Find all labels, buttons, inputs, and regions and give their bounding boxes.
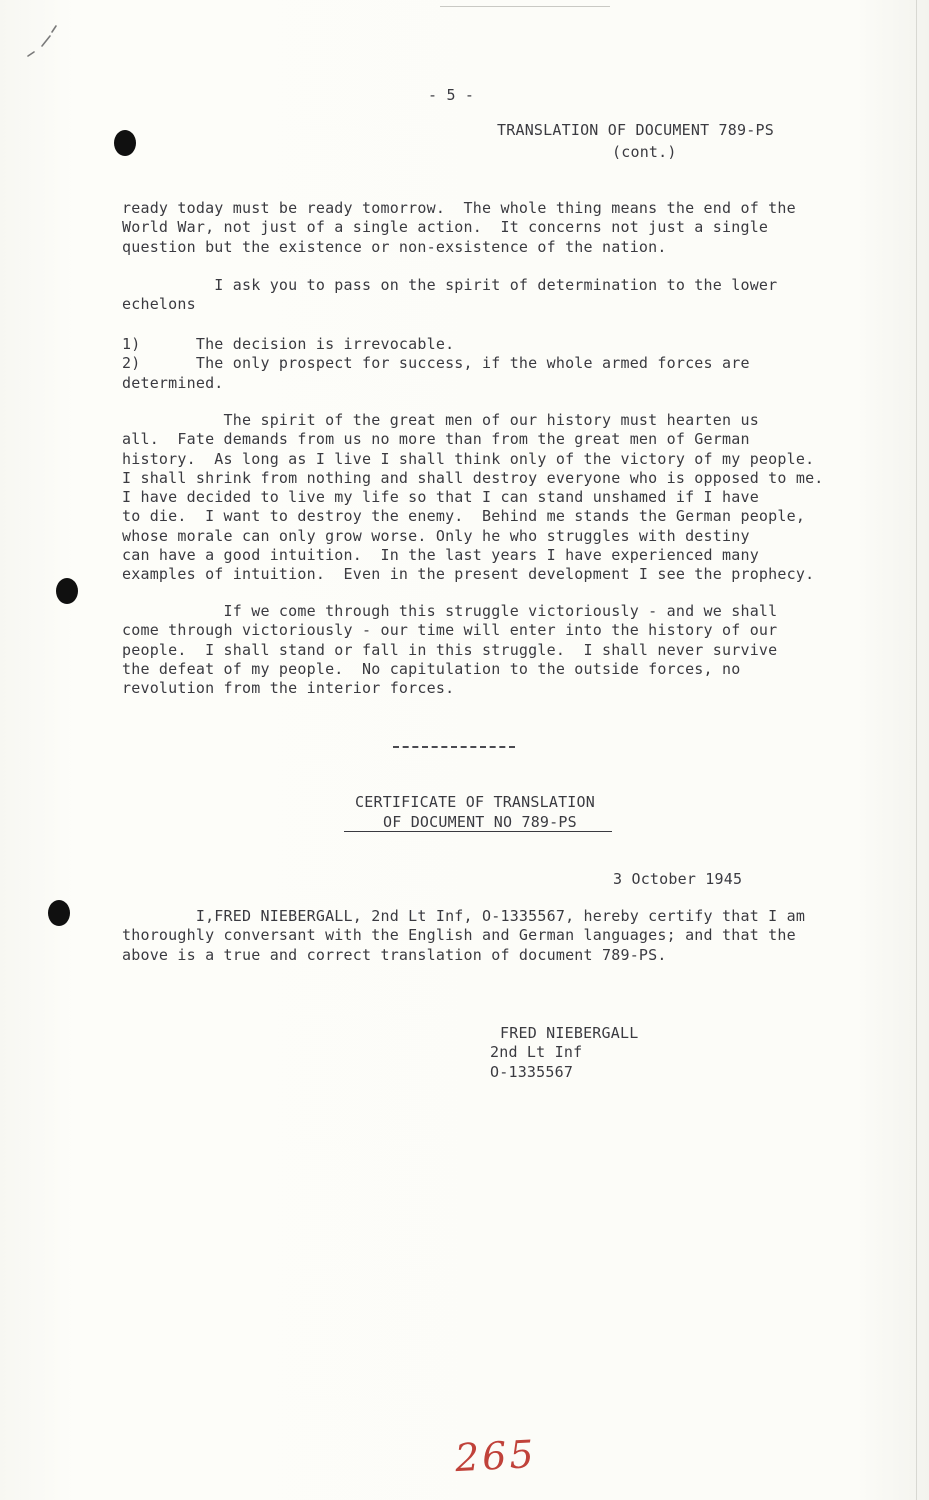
text-line: above is a true and correct translation of document 789-PS.: [122, 945, 667, 964]
paragraph-3: [122, 411, 824, 585]
list-item: 1) The decision is irrevocable.: [122, 335, 455, 353]
page-edge-line: [916, 0, 917, 1500]
section-separator: [393, 746, 515, 748]
list-item: 2) The only prospect for success, if the whole armed forces are: [122, 354, 750, 373]
text-line: echelons: [122, 295, 196, 314]
text-line: I,FRED NIEBERGALL, 2nd Lt Inf, O-1335567, hereby certify that I am: [122, 907, 806, 925]
list-item: determined.: [122, 373, 224, 392]
certificate-title: CERTIFICATE OF TRANSLATION: [355, 793, 595, 811]
text-line: ready today must be ready tomorrow. The whole thing means the end of the: [122, 199, 796, 217]
text-line: If we come through this struggle victoriously - and we shall: [122, 602, 778, 620]
signature-name: FRED NIEBERGALL: [500, 1024, 639, 1042]
text-line: history. As long as I live I shall think only of the victory of my people.: [122, 449, 815, 468]
text-line: examples of intuition. Even in the present development I see the prophecy.: [122, 565, 815, 584]
text-line: The spirit of the great men of our history must hearten us: [122, 411, 759, 429]
text-line: people. I shall stand or fall in this struggle. I shall never survive: [122, 640, 778, 659]
text-line: come through victoriously - our time will enter into the history of our: [122, 621, 778, 640]
page-number: - 5 -: [428, 86, 475, 104]
text-line: I ask you to pass on the spirit of determination to the lower: [122, 276, 778, 294]
signature-serial: O-1335567: [490, 1062, 574, 1081]
paragraph-4: [122, 602, 777, 698]
top-rule: [440, 6, 610, 7]
signature-rank: 2nd Lt Inf: [490, 1043, 583, 1062]
text-line: question but the existence or non-exsistence of the nation.: [122, 237, 667, 256]
corner-pencil-mark: [22, 22, 62, 60]
punch-hole-2: [56, 578, 78, 604]
certificate-date: 3 October 1945: [613, 870, 743, 888]
handwritten-page-number: 265: [453, 1431, 538, 1481]
document-continuation: (cont.): [612, 143, 677, 161]
certificate-underline: [344, 831, 612, 832]
text-line: can have a good intuition. In the last years I have experienced many: [122, 546, 759, 565]
text-line: whose morale can only grow worse. Only he who struggles with destiny: [122, 526, 750, 545]
text-line: all. Fate demands from us no more than from the great men of German: [122, 430, 750, 449]
text-line: I have decided to live my life so that I can stand unshamed if I have: [122, 488, 759, 507]
text-line: thoroughly conversant with the English and German languages; and that the: [122, 926, 796, 945]
text-line: I shall shrink from nothing and shall destroy everyone who is opposed to me.: [122, 468, 824, 487]
text-line: revolution from the interior forces.: [122, 679, 455, 698]
paragraph-2: [122, 276, 777, 315]
punch-hole-1: [114, 130, 136, 156]
certificate-subtitle: OF DOCUMENT NO 789-PS: [383, 813, 577, 831]
punch-hole-3: [48, 900, 70, 926]
certificate-body: [122, 907, 805, 965]
text-line: the defeat of my people. No capitulation to the outside forces, no: [122, 659, 741, 678]
text-line: to die. I want to destroy the enemy. Behind me stands the German people,: [122, 507, 806, 526]
document-title: TRANSLATION OF DOCUMENT 789-PS: [497, 121, 774, 139]
numbered-list: [122, 335, 750, 393]
paragraph-1: [122, 199, 796, 257]
signature-block: [490, 1024, 638, 1082]
text-line: World War, not just of a single action. It concerns not just a single: [122, 218, 769, 237]
